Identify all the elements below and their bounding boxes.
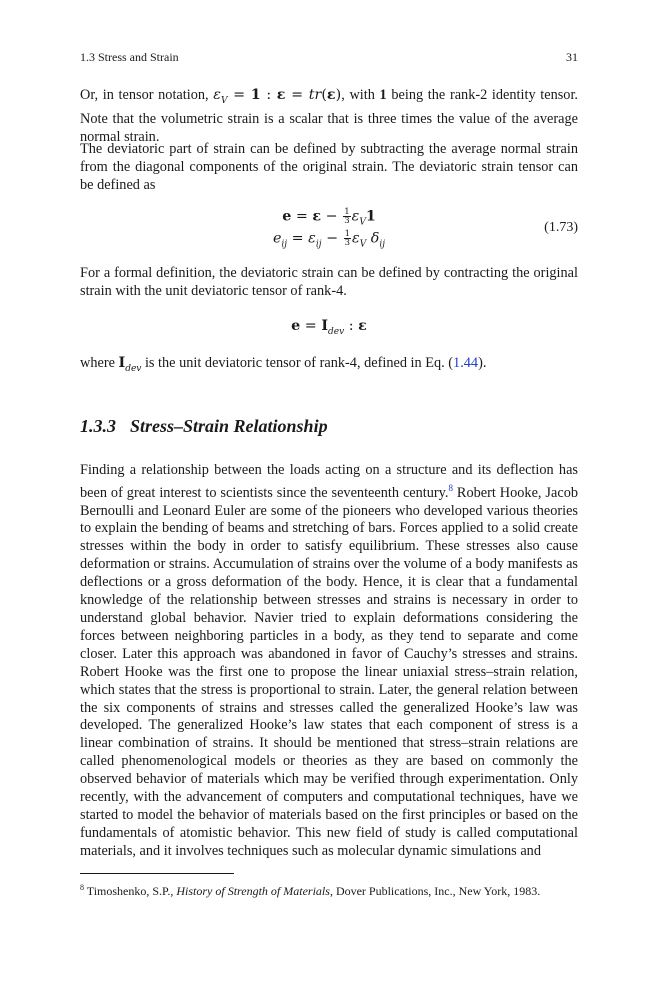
inline-symbol-idev: $I_{dev}$ — [118, 355, 142, 374]
running-head-section: 1.3 Stress and Strain — [80, 50, 179, 64]
paragraph-deviatoric-intro: The deviatoric part of strain can be defined by subtracting the average normal strain from the diagonal components of the original strain. The deviatoric strain tensor can be defined as — [80, 141, 578, 193]
paragraph-stress-strain-history: Finding a relationship between the loads acting on a structure and its deflection has been of great interest to scientists since the seventeenth century.$^8$ Robert Hooke, Jacob Bernoulli and Leonard Euler are some of the pioneers who developed various theories to explain the bending of beams and stretching of bars. Forces applied to a solid create stresses within the body in order to satisfy equilibrium. These stresses also cause deformation or strains. Accumulation of strains over the volume of a body manifests as deflections or a gross deformation of the body. Hence, it is clear that a fundamental knowledge of the relationship between stresses and strains is necessary in order to understand global behavior. Navier tried to explain deformations considering the forces between neighboring particles in a body, as they tend to separate and come closer. Later this approach was abandoned in favor of Cauchy’s stresses and strains. Robert Hooke was the first one to propose the linear uniaxial stress–strain relation, which states that the stress is proportional to strain. Later, the general relation between the six components of strains and stresses called the generalized Hooke’s law was developed. The generalized Hooke’s law states that each component of stress is a linear combination of strains. It should be mentioned that stress–strain relations are called phenomenological models or theories as they are based on commonly the observed behavior of materials which may be verified through experimentation. Only recently, with the advancement of computers and computational techniques, have we started to model the behavior of materials based on the first principles or based on the fundamentals of atomistic behavior. This new field of study is called computational materials, and it involves techniques such as molecular dynamic simulations and — [80, 462, 578, 859]
equation-tensor-form: e = ε − $\frac{1}{3}$ $\varepsilon_V1$ — [282, 207, 376, 228]
equation-number: (1.73) — [544, 220, 578, 235]
page-number: 31 — [566, 50, 578, 64]
paragraph-formal-definition: For a formal definition, the deviatoric strain can be defined by contracting the original strain with the unit deviatoric tensor of rank-4. — [80, 265, 578, 299]
running-head — [80, 50, 578, 68]
section-number: 1.3.3 — [80, 416, 116, 436]
footnote-reference[interactable]: 8 — [448, 482, 453, 493]
paragraph-idev-definition: where $I_{dev}$ is the unit deviatoric tensor of rank-4, defined in Eq. (1.44). — [80, 355, 487, 374]
equation-reference-link[interactable]: 1.44 — [453, 355, 479, 371]
footnote-rule — [80, 873, 234, 874]
paragraph-volumetric-strain: Or, in tensor notation, $\varepsilon_V = 1$ : ε = tr(ε), with 1 being the rank-2 identity tensor. Note that the volumetric strain is a scalar that is three times the value of the average normal strain. — [80, 87, 579, 145]
equation-deviatoric-contraction: $e = I_{dev}$ : ε — [291, 318, 367, 337]
section-title: Stress–Strain Relationship — [130, 416, 328, 436]
section-heading — [80, 416, 578, 437]
inline-equation-volumetric: $\varepsilon_V = 1$ : ε = tr(ε) — [213, 87, 342, 106]
equation-index-form: $e_{ij} = \varepsilon_{ij}$ − $\frac{1}{3}$ $\varepsilon_V$ $\delta_{ij}$ — [272, 229, 386, 250]
footnote-mark: 8 — [80, 883, 84, 892]
footnote: $^8$ Timoshenko, S.P., History of Strength of Materials, Dover Publications, Inc., New York, 1983. — [80, 883, 541, 898]
footnote-book-title: History of Strength of Materials — [176, 884, 330, 898]
equation-1-73 — [80, 208, 578, 250]
